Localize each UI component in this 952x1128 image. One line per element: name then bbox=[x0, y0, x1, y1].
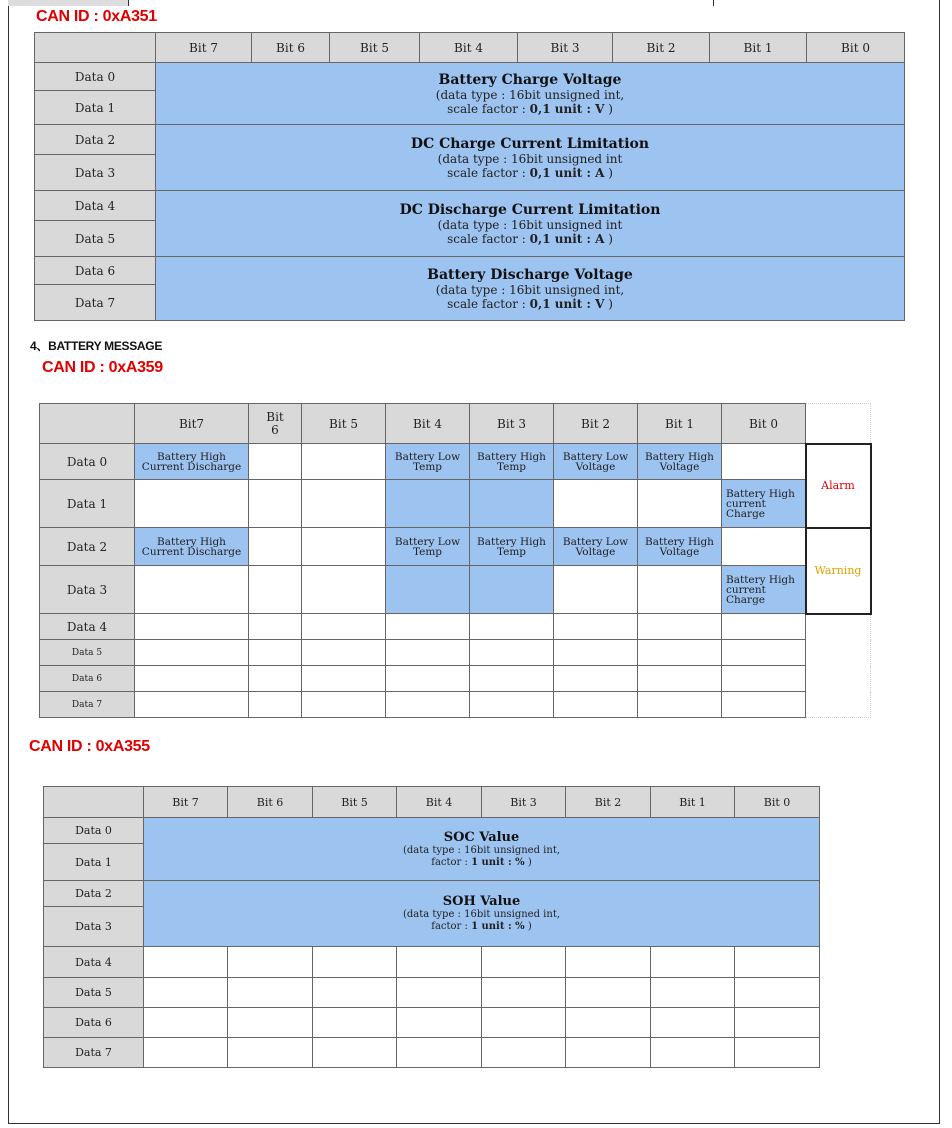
flag-high-current-charge: Battery High current Charge bbox=[722, 566, 806, 614]
flag-high-temp: Battery High Temp bbox=[470, 528, 554, 566]
battery-message-heading: 4、BATTERY MESSAGE bbox=[30, 339, 163, 353]
bit-header: Bit 3 bbox=[482, 787, 566, 818]
row-label: Data 5 bbox=[35, 221, 156, 257]
previous-table-stub bbox=[8, 0, 940, 6]
flag-low-voltage: Battery Low Voltage bbox=[554, 528, 638, 566]
bit-header: Bit 4 bbox=[397, 787, 482, 818]
row-label: Data 5 bbox=[40, 640, 135, 666]
bit-header: Bit 2 bbox=[613, 33, 710, 63]
bit-header: Bit 3 bbox=[518, 33, 613, 63]
row-label: Data 6 bbox=[35, 257, 156, 285]
row-label: Data 6 bbox=[44, 1008, 144, 1038]
corner-cell bbox=[44, 787, 144, 818]
row-label: Data 4 bbox=[40, 614, 135, 640]
bit-header: Bit 2 bbox=[566, 787, 651, 818]
side-empty bbox=[806, 404, 871, 444]
row-label: Data 0 bbox=[35, 63, 156, 91]
bit-header: Bit 0 bbox=[807, 33, 905, 63]
flag-low-temp: Battery Low Temp bbox=[386, 444, 470, 480]
can-a351-table bbox=[34, 32, 905, 321]
flag-high-temp: Battery High Temp bbox=[470, 444, 554, 480]
bit-header: Bit 0 bbox=[722, 404, 806, 444]
bit-header: Bit 4 bbox=[420, 33, 518, 63]
row-label: Data 4 bbox=[35, 191, 156, 221]
row-label: Data 5 bbox=[44, 978, 144, 1008]
row-label: Data 2 bbox=[35, 125, 156, 155]
row-label: Data 0 bbox=[40, 444, 135, 480]
bit-header: Bit 5 bbox=[330, 33, 420, 63]
bit-header: Bit 6 bbox=[249, 404, 302, 444]
bit-header: Bit 0 bbox=[735, 787, 820, 818]
bit-header: Bit 3 bbox=[470, 404, 554, 444]
field-dc-discharge-current-limit: DC Discharge Current Limitation (data type : 16bit unsigned int scale factor : 0,1 unit : A ) bbox=[156, 191, 905, 257]
corner-cell bbox=[40, 404, 135, 444]
field-charge-voltage: Battery Charge Voltage (data type : 16bit unsigned int, scale factor : 0,1 unit : V ) bbox=[156, 63, 905, 125]
bit-header: Bit 7 bbox=[144, 787, 228, 818]
row-label: Data 1 bbox=[44, 844, 144, 881]
bit-header: Bit 6 bbox=[252, 33, 330, 63]
row-label: Data 7 bbox=[35, 285, 156, 321]
can-id-a359: CAN ID : 0xA359 bbox=[42, 359, 163, 376]
flag-high-current-discharge: Battery High Current Discharge bbox=[135, 444, 249, 480]
bit-header: Bit 6 bbox=[228, 787, 313, 818]
flag-high-current-charge: Battery High current Charge bbox=[722, 480, 806, 528]
row-label: Data 2 bbox=[40, 528, 135, 566]
field-dc-charge-current-limit: DC Charge Current Limitation (data type : 16bit unsigned int scale factor : 0,1 unit : A ) bbox=[156, 125, 905, 191]
bit-header: Bit 1 bbox=[651, 787, 735, 818]
bit-header: Bit 4 bbox=[386, 404, 470, 444]
corner-cell bbox=[35, 33, 156, 63]
row-label: Data 3 bbox=[44, 907, 144, 947]
row-label: Data 2 bbox=[44, 881, 144, 907]
can-id-a355: CAN ID : 0xA355 bbox=[29, 738, 150, 755]
bit-header: Bit 1 bbox=[638, 404, 722, 444]
field-discharge-voltage: Battery Discharge Voltage (data type : 16bit unsigned int, scale factor : 0,1 unit : V ) bbox=[156, 257, 905, 321]
field-soc-value: SOC Value (data type : 16bit unsigned int, factor : 1 unit : % ) bbox=[144, 818, 820, 881]
flag-high-voltage: Battery High Voltage bbox=[638, 528, 722, 566]
row-label: Data 4 bbox=[44, 947, 144, 978]
row-label: Data 0 bbox=[44, 818, 144, 844]
row-label: Data 1 bbox=[40, 480, 135, 528]
row-label: Data 1 bbox=[35, 91, 156, 125]
row-label: Data 3 bbox=[40, 566, 135, 614]
field-soh-value: SOH Value (data type : 16bit unsigned int, factor : 1 unit : % ) bbox=[144, 881, 820, 947]
bit-header: Bit 5 bbox=[313, 787, 397, 818]
flag-high-voltage: Battery High Voltage bbox=[638, 444, 722, 480]
bit-header: Bit 2 bbox=[554, 404, 638, 444]
flag-low-voltage: Battery Low Voltage bbox=[554, 444, 638, 480]
row-label: Data 6 bbox=[40, 666, 135, 692]
alarm-label: Alarm bbox=[806, 444, 871, 528]
can-a359-table bbox=[39, 403, 872, 718]
can-id-a351: CAN ID : 0xA351 bbox=[36, 8, 157, 25]
flag-high-current-discharge: Battery High Current Discharge bbox=[135, 528, 249, 566]
bit-header: Bit7 bbox=[135, 404, 249, 444]
row-label: Data 7 bbox=[40, 692, 135, 718]
flag-low-temp: Battery Low Temp bbox=[386, 528, 470, 566]
bit-header: Bit 5 bbox=[302, 404, 386, 444]
bit-header: Bit 7 bbox=[156, 33, 252, 63]
row-label: Data 7 bbox=[44, 1038, 144, 1068]
warning-label: Warning bbox=[806, 528, 871, 614]
bit-header: Bit 1 bbox=[710, 33, 807, 63]
can-a355-table bbox=[43, 786, 820, 1068]
row-label: Data 3 bbox=[35, 155, 156, 191]
